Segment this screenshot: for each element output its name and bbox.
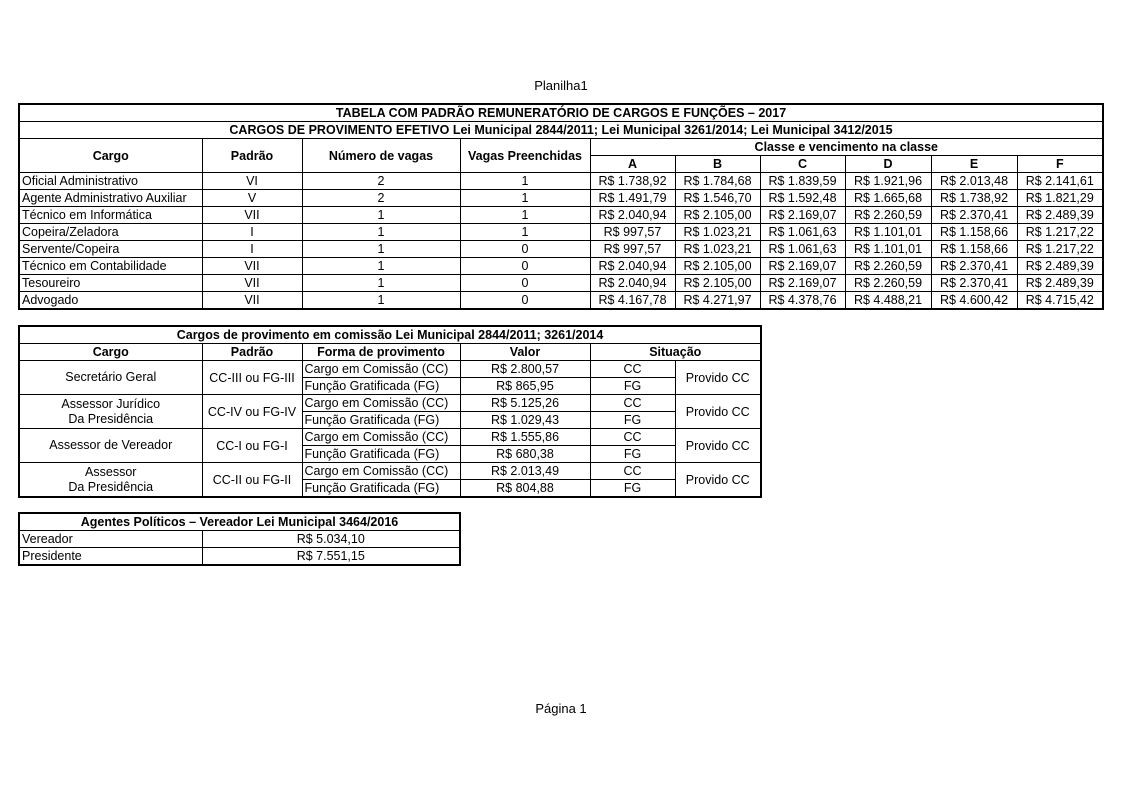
valor-cell: R$ 1.491,79 xyxy=(590,190,675,207)
situacao-cell: Provido CC xyxy=(675,429,761,463)
situacao-cell: Provido CC xyxy=(675,395,761,429)
table-row xyxy=(19,463,761,480)
forma-cell: Cargo em Comissão (CC) xyxy=(302,395,460,412)
preenchidas-cell: 0 xyxy=(460,241,590,258)
preenchidas-cell: 0 xyxy=(460,258,590,275)
table-row xyxy=(19,531,460,548)
cargo-cell: Advogado xyxy=(19,292,202,310)
preenchidas-cell: 1 xyxy=(460,173,590,190)
valor-cell: R$ 2.105,00 xyxy=(675,275,760,292)
valor-cell: R$ 7.551,15 xyxy=(202,548,460,566)
padrao-cell: CC-III ou FG-III xyxy=(202,361,302,395)
sigla-cell: FG xyxy=(590,378,675,395)
sigla-cell: CC xyxy=(590,395,675,412)
cargo-cell xyxy=(19,395,202,429)
padrao-cell: CC-IV ou FG-IV xyxy=(202,395,302,429)
forma-cell: Cargo em Comissão (CC) xyxy=(302,361,460,378)
forma-cell: Cargo em Comissão (CC) xyxy=(302,463,460,480)
valor-cell: R$ 865,95 xyxy=(460,378,590,395)
header-preenchidas: Vagas Preenchidas xyxy=(460,139,590,173)
padrao-cell: VII xyxy=(202,292,302,310)
header-padrao: Padrão xyxy=(202,139,302,173)
header-valor: Valor xyxy=(460,344,590,361)
table-row xyxy=(19,361,761,378)
valor-cell: R$ 4.488,21 xyxy=(845,292,931,310)
table-row xyxy=(19,173,1103,190)
vagas-cell: 1 xyxy=(302,207,460,224)
valor-cell: R$ 997,57 xyxy=(590,224,675,241)
comissao-table xyxy=(18,325,762,498)
header-classe-a: A xyxy=(590,156,675,173)
table-row xyxy=(19,207,1103,224)
header-classe-e: E xyxy=(931,156,1017,173)
valor-cell: R$ 1.101,01 xyxy=(845,241,931,258)
vagas-cell: 1 xyxy=(302,224,460,241)
table-row xyxy=(19,224,1103,241)
cargo-cell: Vereador xyxy=(19,531,202,548)
valor-cell: R$ 5.125,26 xyxy=(460,395,590,412)
valor-cell: R$ 1.665,68 xyxy=(845,190,931,207)
sheet-title: Planilha1 xyxy=(534,78,588,93)
header-classe-c: C xyxy=(760,156,845,173)
cargo-cell: Presidente xyxy=(19,548,202,566)
valor-cell: R$ 1.023,21 xyxy=(675,224,760,241)
cargo-line: Da Presidência xyxy=(68,411,154,426)
valor-cell: R$ 2.370,41 xyxy=(931,207,1017,224)
valor-cell: R$ 2.370,41 xyxy=(931,258,1017,275)
preenchidas-cell: 0 xyxy=(460,292,590,310)
forma-cell: Função Gratificada (FG) xyxy=(302,446,460,463)
valor-cell: R$ 2.013,48 xyxy=(931,173,1017,190)
valor-cell: R$ 1.061,63 xyxy=(760,241,845,258)
cargo-cell xyxy=(19,429,202,463)
valor-cell: R$ 2.105,00 xyxy=(675,207,760,224)
sigla-cell: FG xyxy=(590,446,675,463)
valor-cell: R$ 1.029,43 xyxy=(460,412,590,429)
header-forma: Forma de provimento xyxy=(302,344,460,361)
valor-cell: R$ 1.921,96 xyxy=(845,173,931,190)
valor-cell: R$ 1.738,92 xyxy=(931,190,1017,207)
valor-cell: R$ 2.169,07 xyxy=(760,207,845,224)
cargo-cell: Servente/Copeira xyxy=(19,241,202,258)
valor-cell: R$ 1.158,66 xyxy=(931,241,1017,258)
cargo-cell: Técnico em Contabilidade xyxy=(19,258,202,275)
padrao-cell: VII xyxy=(202,275,302,292)
table-row xyxy=(19,190,1103,207)
table-row xyxy=(19,258,1103,275)
preenchidas-cell: 1 xyxy=(460,207,590,224)
padrao-cell: CC-II ou FG-II xyxy=(202,463,302,498)
vagas-cell: 1 xyxy=(302,275,460,292)
header-situacao: Situação xyxy=(590,344,761,361)
valor-cell: R$ 2.489,39 xyxy=(1017,207,1103,224)
valor-cell: R$ 997,57 xyxy=(590,241,675,258)
header-classe-f: F xyxy=(1017,156,1103,173)
valor-cell: R$ 2.800,57 xyxy=(460,361,590,378)
table-title: Cargos de provimento em comissão Lei Municipal 2844/2011; 3261/2014 xyxy=(19,326,761,344)
valor-cell: R$ 1.101,01 xyxy=(845,224,931,241)
header-classe-d: D xyxy=(845,156,931,173)
valor-cell: R$ 1.217,22 xyxy=(1017,241,1103,258)
valor-cell: R$ 1.839,59 xyxy=(760,173,845,190)
vagas-cell: 2 xyxy=(302,173,460,190)
valor-cell: R$ 1.592,48 xyxy=(760,190,845,207)
valor-cell: R$ 2.169,07 xyxy=(760,258,845,275)
preenchidas-cell: 1 xyxy=(460,224,590,241)
cargo-line: Assessor Jurídico xyxy=(61,396,161,411)
sigla-cell: CC xyxy=(590,429,675,446)
cargo-cell: Tesoureiro xyxy=(19,275,202,292)
table-title: TABELA COM PADRÃO REMUNERATÓRIO DE CARGOS E FUNÇÕES – 2017 xyxy=(19,104,1103,122)
preenchidas-cell: 1 xyxy=(460,190,590,207)
cargo-cell: Técnico em Informática xyxy=(19,207,202,224)
header-cargo: Cargo xyxy=(19,139,202,173)
valor-cell: R$ 2.260,59 xyxy=(845,207,931,224)
header-classe: Classe e vencimento na classe xyxy=(590,139,1103,156)
forma-cell: Função Gratificada (FG) xyxy=(302,412,460,429)
valor-cell: R$ 2.260,59 xyxy=(845,258,931,275)
sigla-cell: CC xyxy=(590,361,675,378)
valor-cell: R$ 2.370,41 xyxy=(931,275,1017,292)
valor-cell: R$ 804,88 xyxy=(460,480,590,498)
efetivo-table xyxy=(18,103,1104,310)
padrao-cell: I xyxy=(202,241,302,258)
valor-cell: R$ 1.784,68 xyxy=(675,173,760,190)
valor-cell: R$ 680,38 xyxy=(460,446,590,463)
cargo-cell: Oficial Administrativo xyxy=(19,173,202,190)
padrao-cell: I xyxy=(202,224,302,241)
header-padrao: Padrão xyxy=(202,344,302,361)
table-row xyxy=(19,241,1103,258)
cargo-line: Assessor de Vereador xyxy=(49,438,173,452)
forma-cell: Função Gratificada (FG) xyxy=(302,378,460,395)
sigla-cell: FG xyxy=(590,480,675,498)
valor-cell: R$ 2.489,39 xyxy=(1017,275,1103,292)
cargo-line: Secretário Geral xyxy=(65,370,157,384)
header-vagas: Número de vagas xyxy=(302,139,460,173)
valor-cell: R$ 4.167,78 xyxy=(590,292,675,310)
vagas-cell: 1 xyxy=(302,258,460,275)
vagas-cell: 1 xyxy=(302,292,460,310)
padrao-cell: CC-I ou FG-I xyxy=(202,429,302,463)
cargo-line: Assessor xyxy=(85,464,137,479)
valor-cell: R$ 2.105,00 xyxy=(675,258,760,275)
valor-cell: R$ 2.040,94 xyxy=(590,258,675,275)
table-subtitle: CARGOS DE PROVIMENTO EFETIVO Lei Municipal 2844/2011; Lei Municipal 3261/2014; Lei Municipal 3412/2015 xyxy=(19,122,1103,139)
valor-cell: R$ 1.738,92 xyxy=(590,173,675,190)
situacao-cell: Provido CC xyxy=(675,463,761,498)
valor-cell: R$ 1.023,21 xyxy=(675,241,760,258)
header-classe-b: B xyxy=(675,156,760,173)
forma-cell: Cargo em Comissão (CC) xyxy=(302,429,460,446)
valor-cell: R$ 4.378,76 xyxy=(760,292,845,310)
sigla-cell: FG xyxy=(590,412,675,429)
vagas-cell: 2 xyxy=(302,190,460,207)
valor-cell: R$ 1.158,66 xyxy=(931,224,1017,241)
valor-cell: R$ 1.555,86 xyxy=(460,429,590,446)
padrao-cell: V xyxy=(202,190,302,207)
forma-cell: Função Gratificada (FG) xyxy=(302,480,460,498)
page-footer: Página 1 xyxy=(535,701,587,716)
valor-cell: R$ 1.821,29 xyxy=(1017,190,1103,207)
valor-cell: R$ 4.715,42 xyxy=(1017,292,1103,310)
table-row xyxy=(19,275,1103,292)
padrao-cell: VII xyxy=(202,207,302,224)
vagas-cell: 1 xyxy=(302,241,460,258)
valor-cell: R$ 1.217,22 xyxy=(1017,224,1103,241)
cargo-cell xyxy=(19,361,202,395)
table-row xyxy=(19,292,1103,310)
valor-cell: R$ 2.040,94 xyxy=(590,207,675,224)
header-cargo: Cargo xyxy=(19,344,202,361)
valor-cell: R$ 2.260,59 xyxy=(845,275,931,292)
situacao-cell: Provido CC xyxy=(675,361,761,395)
agentes-politicos-table xyxy=(18,512,461,566)
valor-cell: R$ 2.489,39 xyxy=(1017,258,1103,275)
cargo-cell: Copeira/Zeladora xyxy=(19,224,202,241)
valor-cell: R$ 5.034,10 xyxy=(202,531,460,548)
valor-cell: R$ 2.040,94 xyxy=(590,275,675,292)
valor-cell: R$ 2.141,61 xyxy=(1017,173,1103,190)
cargo-cell: Agente Administrativo Auxiliar xyxy=(19,190,202,207)
table-row xyxy=(19,429,761,446)
padrao-cell: VII xyxy=(202,258,302,275)
table-row xyxy=(19,395,761,412)
valor-cell: R$ 2.013,49 xyxy=(460,463,590,480)
padrao-cell: VI xyxy=(202,173,302,190)
table-row xyxy=(19,548,460,566)
valor-cell: R$ 2.169,07 xyxy=(760,275,845,292)
cargo-line: Da Presidência xyxy=(68,479,154,494)
valor-cell: R$ 1.546,70 xyxy=(675,190,760,207)
valor-cell: R$ 4.600,42 xyxy=(931,292,1017,310)
preenchidas-cell: 0 xyxy=(460,275,590,292)
cargo-cell xyxy=(19,463,202,498)
table-title: Agentes Políticos – Vereador Lei Municipal 3464/2016 xyxy=(19,513,460,531)
valor-cell: R$ 4.271,97 xyxy=(675,292,760,310)
sigla-cell: CC xyxy=(590,463,675,480)
valor-cell: R$ 1.061,63 xyxy=(760,224,845,241)
